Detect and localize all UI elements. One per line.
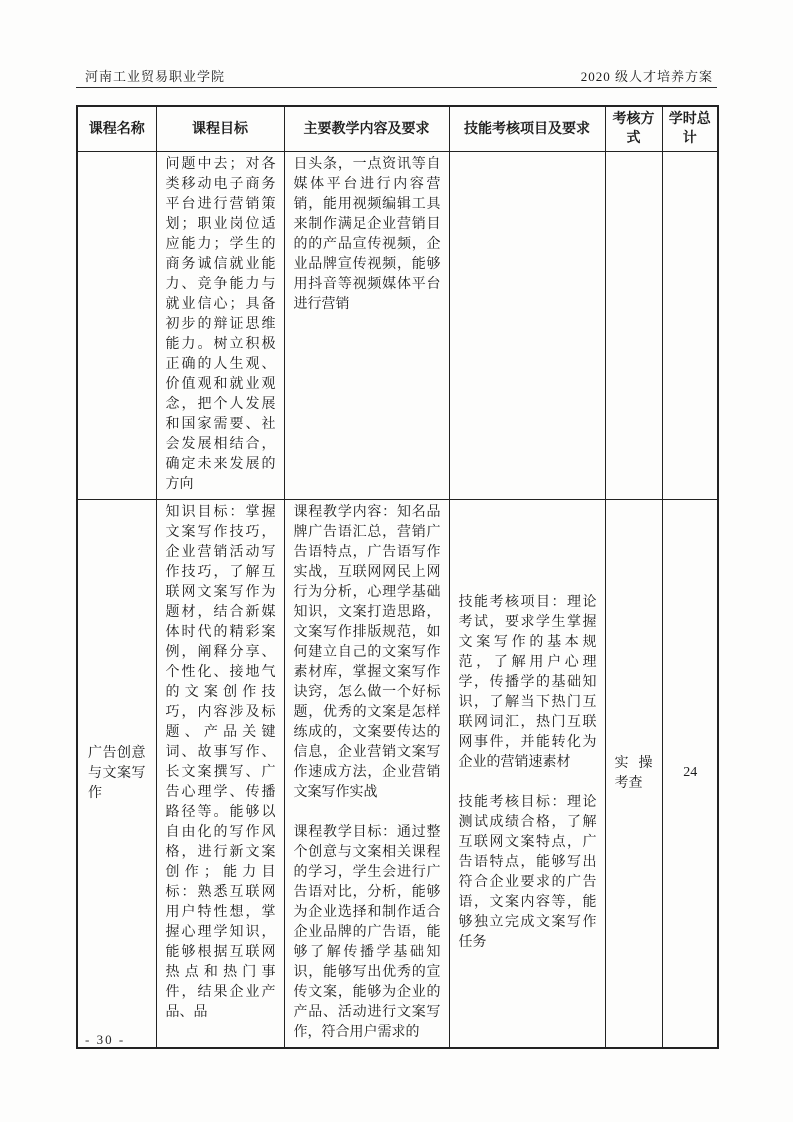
cell-course-objectives bbox=[156, 152, 284, 500]
header-school-name: 河南工业贸易职业学院 bbox=[85, 69, 226, 84]
teaching-content-text: 课程教学内容：知名品牌广告语汇总，营销广告语特点，广告语写作实战，互联网网民上网行为分析，心理学基础知识，文案打造思路，文案写作排版规范，如何建立自己的文案写作素材库，掌握文案写作诀窍，怎么做一个好标题，优秀的文案是怎样练成的，文案要传达的信息，企业营销文案写作速成方法，企业营销文案写作实战 bbox=[293, 505, 441, 800]
assessment-goal-text: 技能考核目标：理论测试成绩合格，了解互联网文案特点，广告语特点，能够写出符合企业要求的广告语，文案内容等，能够独立完成文案写作任务 bbox=[458, 795, 597, 950]
cell-assess-method bbox=[605, 500, 662, 1049]
cell-course-name bbox=[77, 500, 156, 1049]
header-doc-title: 2020 级人才培养方案 bbox=[580, 69, 713, 84]
col-header-skill-assessment: 技能考核项目及要求 bbox=[449, 106, 605, 152]
assess-method-text: 实操考查 bbox=[614, 755, 653, 791]
cell-total-hours: 24 bbox=[662, 500, 718, 1049]
cell-teaching-content bbox=[284, 500, 449, 1049]
objectives-text: 知识目标：掌握文案写作技巧，企业营销活动写作技巧，了解互联网文案写作为题材，结合新媒体时代的精彩案例，阐释分享、个性化、接地气的文案创作技巧，内容涉及标题、产品关键词、故事写作、长文案撰写、广告心理学、传播路径等。能够以自由化的写作风格，进行新文案创作；能力目标：熟悉互联网用户特性想，掌握心理学知识，能够根据互联网热点和热门事件，结果企业产品、品 bbox=[165, 505, 276, 1020]
assessment-project-text: 技能考核项目：理论考试，要求学生掌握文案写作的基本规范，了解用户心理学，传播学的基础知识，了解当下热门互联网词汇，热门互联网事件，并能转化为企业的营销速素材 bbox=[458, 595, 597, 770]
table-row-advertising-course bbox=[77, 500, 718, 1049]
table-header-row bbox=[77, 106, 718, 152]
cell-course-objectives bbox=[156, 500, 284, 1049]
col-header-assess-method: 考核方式 bbox=[605, 106, 662, 152]
cell-teaching-content bbox=[284, 152, 449, 500]
course-table bbox=[76, 105, 719, 1049]
cell-assess-method bbox=[605, 152, 662, 500]
cell-skill-assessment bbox=[449, 500, 605, 1049]
course-name-text: 广告创意与文案写作 bbox=[88, 745, 146, 801]
teaching-goal-text: 课程教学目标：通过整个创意与文案相关课程的学习，学生会进行广告语对比，分析，能够为企业选择和制作适合企业品牌的广告语，能够了解传播学基础知识，能够写出优秀的宣传文案，能够为企业的产品、活动进行文案写作，符合用户需求的 bbox=[293, 825, 441, 1040]
page-number: - 30 - bbox=[85, 1032, 126, 1047]
cell-total-hours bbox=[662, 152, 718, 500]
cell-course-name bbox=[77, 152, 156, 500]
header-divider bbox=[76, 87, 717, 88]
col-header-total-hours: 学时总计 bbox=[662, 106, 718, 152]
cell-skill-assessment bbox=[449, 152, 605, 500]
objectives-text: 问题中去；对各类移动电子商务平台进行营销策划；职业岗位适应能力；学生的商务诚信就业能力、竞争能力与就业信心；具备初步的辩证思维能力。树立积极正确的人生观、价值观和就业观念，把个人发展和国家需要、社会发展相结合，确定未来发展的方向 bbox=[165, 157, 276, 492]
teaching-content-text: 日头条，一点资讯等自媒体平台进行内容营销，能用视频编辑工具来制作满足企业营销目的的产品宣传视频，企业品牌宣传视频，能够用抖音等视频媒体平台进行营销 bbox=[293, 157, 441, 312]
col-header-course-objectives: 课程目标 bbox=[156, 106, 284, 152]
col-header-course-name: 课程名称 bbox=[77, 106, 156, 152]
table-row-continued bbox=[77, 152, 718, 500]
col-header-teaching-content: 主要教学内容及要求 bbox=[284, 106, 449, 152]
